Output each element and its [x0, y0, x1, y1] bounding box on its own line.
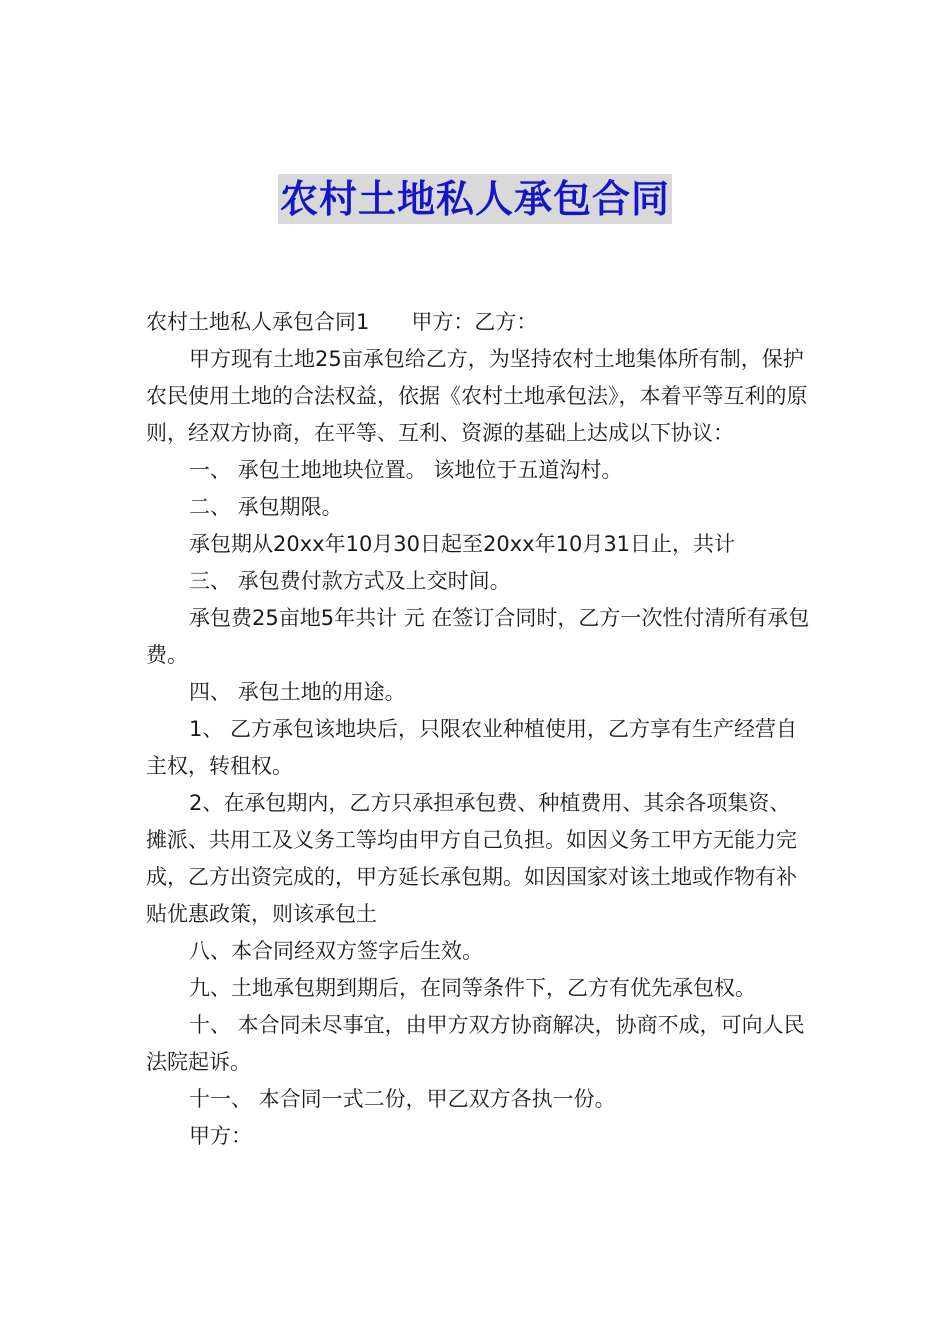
paragraph-clause-3: 三、 承包费付款方式及上交时间。	[189, 569, 511, 593]
paragraph-clause-4: 四、 承包土地的用途。	[189, 680, 406, 704]
paragraph-clause-11: 十一、 本合同一式二份，甲乙双方各执一份。	[189, 1087, 616, 1111]
paragraph-fee: 承包费25亩地5年共计 元 在签订合同时，乙方一次性付清所有承包费。	[146, 606, 810, 667]
title-container	[0, 174, 950, 224]
paragraph-party-a: 甲方：	[189, 1124, 252, 1148]
document-title: 农村土地私人承包合同	[278, 174, 672, 224]
paragraph-clause-9: 九、土地承包期到期后，在同等条件下，乙方有优先承包权。	[189, 976, 756, 1000]
paragraph-clause-10: 十、 本合同未尽事宜，由甲方双方协商解决，协商不成，可向人民法院起诉。	[146, 1013, 805, 1074]
paragraph-term: 承包期从20xx年10月30日起至20xx年10月31日止，共计	[189, 532, 736, 556]
paragraph-clause-1: 一、 承包土地地块位置。 该地位于五道沟村。	[189, 458, 623, 482]
paragraph-use-1: 1、 乙方承包该地块后，只限农业种植使用，乙方享有生产经营自主权，转租权。	[146, 717, 798, 778]
paragraph-header: 农村土地私人承包合同1 甲方：乙方：	[146, 310, 538, 334]
document-body	[146, 304, 811, 1155]
paragraph-intro: 甲方现有土地25亩承包给乙方，为坚持农村土地集体所有制，保护农民使用土地的合法权益，依据《农村土地承包法》，本着平等互利的原则，经双方协商，在平等、互利、资源的基础上达成以下协议：	[146, 347, 808, 445]
paragraph-clause-2: 二、 承包期限。	[189, 495, 343, 519]
paragraph-clause-8: 八、本合同经双方签字后生效。	[189, 939, 483, 963]
paragraph-use-2: 2、在承包期内，乙方只承担承包费、种植费用、其余各项集资、摊派、共用工及义务工等均由甲方自己负担。如因义务工甲方无能力完成，乙方出资完成的，甲方延长承包期。如因国家对该土地或作物有补贴优惠政策，则该承包土	[146, 791, 797, 926]
